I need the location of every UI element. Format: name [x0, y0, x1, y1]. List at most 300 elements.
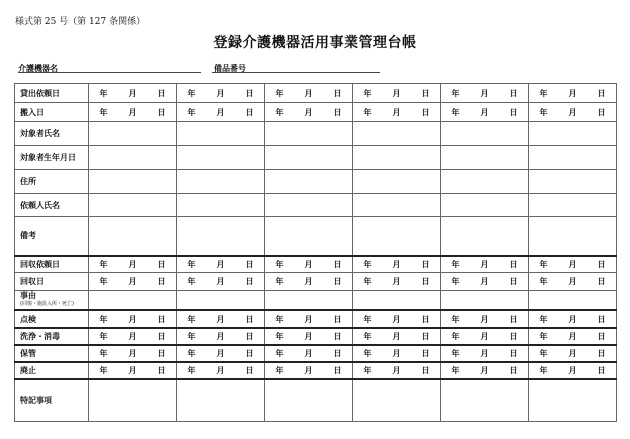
- row-label: 点検: [15, 310, 89, 328]
- date-cell[interactable]: [265, 84, 353, 103]
- date-cell[interactable]: [89, 103, 177, 122]
- day-unit: 日: [157, 349, 166, 358]
- year-unit: 年: [275, 277, 284, 286]
- date-cell[interactable]: [353, 328, 441, 345]
- row-label: 特記事項: [15, 379, 89, 421]
- day-unit: 日: [245, 332, 254, 341]
- day-unit: 日: [421, 259, 430, 269]
- year-unit: 年: [99, 107, 108, 117]
- day-unit: 日: [509, 88, 518, 98]
- entry-cell[interactable]: [89, 194, 177, 217]
- month-unit: 月: [128, 107, 137, 117]
- row-label: 対象者生年月日: [15, 146, 89, 170]
- date-cell[interactable]: [353, 103, 441, 122]
- day-unit: 日: [597, 314, 606, 324]
- day-unit: 日: [333, 259, 342, 269]
- date-cell[interactable]: [89, 328, 177, 345]
- day-unit: 日: [157, 314, 166, 324]
- date-units: [353, 365, 440, 376]
- day-unit: 日: [509, 314, 518, 324]
- date-units: [177, 348, 264, 359]
- month-unit: 月: [304, 332, 313, 341]
- day-unit: 日: [509, 349, 518, 358]
- row-requester-name: [15, 194, 617, 217]
- day-unit: 日: [157, 107, 166, 117]
- date-units: [89, 365, 176, 376]
- equipment-number-label: 備品番号: [214, 64, 246, 73]
- row-label: 回収日: [15, 273, 89, 291]
- row-collection-date: [15, 273, 617, 291]
- row-subject-name: [15, 122, 617, 146]
- row-reason: [15, 291, 617, 311]
- entry-cell[interactable]: [529, 379, 617, 421]
- entry-cell[interactable]: [529, 170, 617, 194]
- entry-cell[interactable]: [265, 146, 353, 170]
- year-unit: 年: [275, 259, 284, 269]
- date-units: [529, 348, 616, 359]
- day-unit: 日: [333, 366, 342, 375]
- equipment-number-field[interactable]: [212, 72, 380, 73]
- entry-cell[interactable]: [177, 146, 265, 170]
- date-units: [177, 331, 264, 342]
- date-cell[interactable]: [265, 362, 353, 379]
- date-units: [353, 259, 440, 270]
- date-cell[interactable]: [441, 84, 529, 103]
- year-unit: 年: [539, 332, 548, 341]
- month-unit: 月: [216, 349, 225, 358]
- day-unit: 日: [157, 366, 166, 375]
- date-cell[interactable]: [441, 273, 529, 291]
- month-unit: 月: [568, 277, 577, 286]
- day-unit: 日: [333, 349, 342, 358]
- date-units: [265, 314, 352, 325]
- date-cell[interactable]: [177, 345, 265, 362]
- day-unit: 日: [157, 88, 166, 98]
- day-unit: 日: [509, 277, 518, 286]
- day-unit: 日: [245, 107, 254, 117]
- year-unit: 年: [451, 314, 460, 324]
- month-unit: 月: [568, 366, 577, 375]
- day-unit: 日: [333, 277, 342, 286]
- day-unit: 日: [421, 88, 430, 98]
- entry-cell[interactable]: [353, 194, 441, 217]
- date-units: [265, 88, 352, 99]
- month-unit: 月: [304, 349, 313, 358]
- row-label: 住所: [15, 170, 89, 194]
- day-unit: 日: [245, 314, 254, 324]
- month-unit: 月: [480, 349, 489, 358]
- date-cell[interactable]: [177, 273, 265, 291]
- month-unit: 月: [216, 332, 225, 341]
- day-unit: 日: [597, 259, 606, 269]
- date-cell[interactable]: [177, 362, 265, 379]
- year-unit: 年: [451, 332, 460, 341]
- entry-cell[interactable]: [177, 194, 265, 217]
- month-unit: 月: [304, 366, 313, 375]
- date-cell[interactable]: [265, 328, 353, 345]
- row-delivery-date: [15, 103, 617, 122]
- date-units: [177, 314, 264, 325]
- year-unit: 年: [363, 88, 372, 98]
- day-unit: 日: [157, 259, 166, 269]
- row-label: [15, 291, 89, 311]
- date-units: [89, 88, 176, 99]
- date-cell[interactable]: [265, 273, 353, 291]
- date-cell[interactable]: [265, 310, 353, 328]
- entry-cell[interactable]: [177, 291, 265, 311]
- reason-note: (回復・施設入所・死亡): [20, 301, 74, 307]
- entry-cell[interactable]: [441, 122, 529, 146]
- date-units: [89, 331, 176, 342]
- entry-cell[interactable]: [177, 379, 265, 421]
- date-cell[interactable]: [441, 103, 529, 122]
- date-units: [89, 259, 176, 270]
- date-cell[interactable]: [441, 256, 529, 273]
- date-cell[interactable]: [177, 310, 265, 328]
- date-cell[interactable]: [529, 328, 617, 345]
- day-unit: 日: [421, 332, 430, 341]
- year-unit: 年: [539, 349, 548, 358]
- date-cell[interactable]: [529, 273, 617, 291]
- date-units: [89, 107, 176, 118]
- date-units: [353, 88, 440, 99]
- date-cell[interactable]: [353, 256, 441, 273]
- date-cell[interactable]: [265, 103, 353, 122]
- date-units: [89, 276, 176, 287]
- day-unit: 日: [245, 366, 254, 375]
- date-cell[interactable]: [89, 362, 177, 379]
- day-unit: 日: [597, 88, 606, 98]
- year-unit: 年: [363, 349, 372, 358]
- month-unit: 月: [392, 107, 401, 117]
- year-unit: 年: [451, 277, 460, 286]
- entry-cell[interactable]: [353, 170, 441, 194]
- date-cell[interactable]: [441, 345, 529, 362]
- year-unit: 年: [187, 277, 196, 286]
- date-cell[interactable]: [177, 256, 265, 273]
- row-cleaning: [15, 328, 617, 345]
- month-unit: 月: [216, 107, 225, 117]
- date-cell[interactable]: [441, 310, 529, 328]
- row-label: 洗浄・消毒: [15, 328, 89, 345]
- date-units: [441, 107, 528, 118]
- day-unit: 日: [421, 277, 430, 286]
- entry-cell[interactable]: [441, 379, 529, 421]
- entry-cell[interactable]: [177, 217, 265, 256]
- day-unit: 日: [421, 366, 430, 375]
- month-unit: 月: [480, 88, 489, 98]
- entry-cell[interactable]: [89, 291, 177, 311]
- month-unit: 月: [304, 314, 313, 324]
- year-unit: 年: [275, 332, 284, 341]
- date-cell[interactable]: [353, 273, 441, 291]
- row-address: [15, 170, 617, 194]
- date-units: [441, 276, 528, 287]
- form-number: 様式第 25 号（第 127 条関係）: [15, 17, 146, 27]
- entry-cell[interactable]: [529, 122, 617, 146]
- entry-cell[interactable]: [177, 170, 265, 194]
- row-disposal: [15, 362, 617, 379]
- month-unit: 月: [216, 88, 225, 98]
- date-cell[interactable]: [89, 273, 177, 291]
- entry-cell[interactable]: [265, 170, 353, 194]
- date-units: [529, 276, 616, 287]
- month-unit: 月: [392, 88, 401, 98]
- year-unit: 年: [539, 366, 548, 375]
- entry-cell[interactable]: [529, 194, 617, 217]
- page-title: 登録介護機器活用事業管理台帳: [213, 35, 417, 51]
- entry-cell[interactable]: [265, 194, 353, 217]
- year-unit: 年: [99, 277, 108, 286]
- month-unit: 月: [128, 277, 137, 286]
- row-subject-birthdate: [15, 146, 617, 170]
- year-unit: 年: [187, 366, 196, 375]
- date-cell[interactable]: [529, 362, 617, 379]
- year-unit: 年: [275, 88, 284, 98]
- day-unit: 日: [333, 332, 342, 341]
- year-unit: 年: [187, 88, 196, 98]
- date-cell[interactable]: [177, 103, 265, 122]
- date-units: [353, 348, 440, 359]
- date-cell[interactable]: [265, 256, 353, 273]
- row-label: 搬入日: [15, 103, 89, 122]
- month-unit: 月: [392, 349, 401, 358]
- entry-cell[interactable]: [529, 146, 617, 170]
- date-units: [529, 259, 616, 270]
- year-unit: 年: [99, 88, 108, 98]
- date-units: [529, 107, 616, 118]
- row-storage: [15, 345, 617, 362]
- day-unit: 日: [509, 107, 518, 117]
- date-units: [441, 88, 528, 99]
- date-cell[interactable]: [529, 345, 617, 362]
- month-unit: 月: [216, 314, 225, 324]
- entry-cell[interactable]: [441, 146, 529, 170]
- date-units: [265, 259, 352, 270]
- row-remarks: [15, 217, 617, 256]
- year-unit: 年: [99, 366, 108, 375]
- year-unit: 年: [187, 332, 196, 341]
- entry-cell[interactable]: [265, 379, 353, 421]
- year-unit: 年: [451, 259, 460, 269]
- date-cell[interactable]: [177, 328, 265, 345]
- entry-cell[interactable]: [353, 379, 441, 421]
- month-unit: 月: [568, 88, 577, 98]
- date-units: [441, 314, 528, 325]
- month-unit: 月: [392, 314, 401, 324]
- row-label: 備考: [15, 217, 89, 256]
- date-cell[interactable]: [529, 103, 617, 122]
- date-units: [441, 365, 528, 376]
- month-unit: 月: [304, 88, 313, 98]
- date-units: [353, 314, 440, 325]
- entry-cell[interactable]: [177, 122, 265, 146]
- entry-cell[interactable]: [441, 217, 529, 256]
- day-unit: 日: [597, 277, 606, 286]
- date-units: [265, 365, 352, 376]
- month-unit: 月: [216, 366, 225, 375]
- date-cell[interactable]: [89, 310, 177, 328]
- month-unit: 月: [568, 349, 577, 358]
- date-cell[interactable]: [353, 345, 441, 362]
- date-cell[interactable]: [89, 256, 177, 273]
- month-unit: 月: [568, 107, 577, 117]
- month-unit: 月: [128, 314, 137, 324]
- date-cell[interactable]: [265, 345, 353, 362]
- year-unit: 年: [275, 107, 284, 117]
- management-ledger-table: [14, 83, 617, 422]
- month-unit: 月: [480, 107, 489, 117]
- year-unit: 年: [99, 332, 108, 341]
- entry-cell[interactable]: [89, 122, 177, 146]
- year-unit: 年: [99, 349, 108, 358]
- year-unit: 年: [187, 107, 196, 117]
- row-inspection: [15, 310, 617, 328]
- date-units: [441, 331, 528, 342]
- month-unit: 月: [392, 259, 401, 269]
- month-unit: 月: [128, 349, 137, 358]
- day-unit: 日: [597, 332, 606, 341]
- row-label: 貸出依頼日: [15, 84, 89, 103]
- month-unit: 月: [304, 259, 313, 269]
- date-units: [177, 276, 264, 287]
- day-unit: 日: [509, 259, 518, 269]
- entry-cell[interactable]: [353, 122, 441, 146]
- day-unit: 日: [245, 88, 254, 98]
- entry-cell[interactable]: [441, 291, 529, 311]
- entry-cell[interactable]: [353, 146, 441, 170]
- month-unit: 月: [392, 366, 401, 375]
- date-cell[interactable]: [89, 84, 177, 103]
- date-units: [441, 259, 528, 270]
- day-unit: 日: [333, 107, 342, 117]
- entry-cell[interactable]: [529, 217, 617, 256]
- date-units: [177, 259, 264, 270]
- year-unit: 年: [187, 259, 196, 269]
- month-unit: 月: [304, 107, 313, 117]
- year-unit: 年: [99, 259, 108, 269]
- row-special-notes: [15, 379, 617, 421]
- date-cell[interactable]: [353, 310, 441, 328]
- entry-cell[interactable]: [89, 379, 177, 421]
- day-unit: 日: [245, 277, 254, 286]
- date-cell[interactable]: [441, 328, 529, 345]
- year-unit: 年: [451, 366, 460, 375]
- date-cell[interactable]: [529, 84, 617, 103]
- row-label: 保管: [15, 345, 89, 362]
- month-unit: 月: [128, 366, 137, 375]
- month-unit: 月: [216, 259, 225, 269]
- day-unit: 日: [157, 277, 166, 286]
- entry-cell[interactable]: [353, 217, 441, 256]
- month-unit: 月: [128, 332, 137, 341]
- row-label: 回収依頼日: [15, 256, 89, 273]
- date-units: [89, 348, 176, 359]
- entry-cell[interactable]: [89, 170, 177, 194]
- entry-cell[interactable]: [89, 146, 177, 170]
- month-unit: 月: [568, 332, 577, 341]
- year-unit: 年: [275, 314, 284, 324]
- year-unit: 年: [187, 349, 196, 358]
- row-label: 依頼人氏名: [15, 194, 89, 217]
- entry-cell[interactable]: [353, 291, 441, 311]
- entry-cell[interactable]: [265, 122, 353, 146]
- day-unit: 日: [597, 107, 606, 117]
- equipment-name-field[interactable]: [18, 72, 201, 73]
- year-unit: 年: [275, 366, 284, 375]
- date-cell[interactable]: [441, 362, 529, 379]
- year-unit: 年: [539, 277, 548, 286]
- month-unit: 月: [392, 277, 401, 286]
- entry-cell[interactable]: [89, 217, 177, 256]
- year-unit: 年: [451, 349, 460, 358]
- date-units: [265, 348, 352, 359]
- year-unit: 年: [363, 259, 372, 269]
- row-loan-request-date: [15, 84, 617, 103]
- date-cell[interactable]: [353, 84, 441, 103]
- date-units: [353, 331, 440, 342]
- year-unit: 年: [275, 349, 284, 358]
- month-unit: 月: [568, 259, 577, 269]
- entry-cell[interactable]: [265, 217, 353, 256]
- month-unit: 月: [216, 277, 225, 286]
- row-collection-request-date: [15, 256, 617, 273]
- year-unit: 年: [539, 314, 548, 324]
- entry-cell[interactable]: [441, 170, 529, 194]
- year-unit: 年: [363, 277, 372, 286]
- date-units: [177, 88, 264, 99]
- year-unit: 年: [187, 314, 196, 324]
- month-unit: 月: [392, 332, 401, 341]
- month-unit: 月: [128, 259, 137, 269]
- day-unit: 日: [421, 314, 430, 324]
- year-unit: 年: [451, 107, 460, 117]
- entry-cell[interactable]: [529, 291, 617, 311]
- date-units: [529, 88, 616, 99]
- year-unit: 年: [99, 314, 108, 324]
- year-unit: 年: [363, 107, 372, 117]
- date-units: [177, 365, 264, 376]
- date-cell[interactable]: [529, 310, 617, 328]
- row-label: 廃止: [15, 362, 89, 379]
- month-unit: 月: [480, 332, 489, 341]
- day-unit: 日: [509, 366, 518, 375]
- entry-cell[interactable]: [265, 291, 353, 311]
- date-units: [529, 365, 616, 376]
- date-units: [89, 314, 176, 325]
- day-unit: 日: [421, 107, 430, 117]
- date-cell[interactable]: [177, 84, 265, 103]
- year-unit: 年: [363, 366, 372, 375]
- date-cell[interactable]: [353, 362, 441, 379]
- year-unit: 年: [539, 107, 548, 117]
- date-cell[interactable]: [529, 256, 617, 273]
- date-cell[interactable]: [89, 345, 177, 362]
- month-unit: 月: [480, 259, 489, 269]
- month-unit: 月: [480, 277, 489, 286]
- month-unit: 月: [480, 366, 489, 375]
- day-unit: 日: [245, 259, 254, 269]
- equipment-name-label: 介護機器名: [18, 64, 58, 73]
- year-unit: 年: [539, 88, 548, 98]
- entry-cell[interactable]: [441, 194, 529, 217]
- date-units: [265, 276, 352, 287]
- row-label: 対象者氏名: [15, 122, 89, 146]
- year-unit: 年: [363, 332, 372, 341]
- year-unit: 年: [363, 314, 372, 324]
- date-units: [177, 107, 264, 118]
- date-units: [529, 314, 616, 325]
